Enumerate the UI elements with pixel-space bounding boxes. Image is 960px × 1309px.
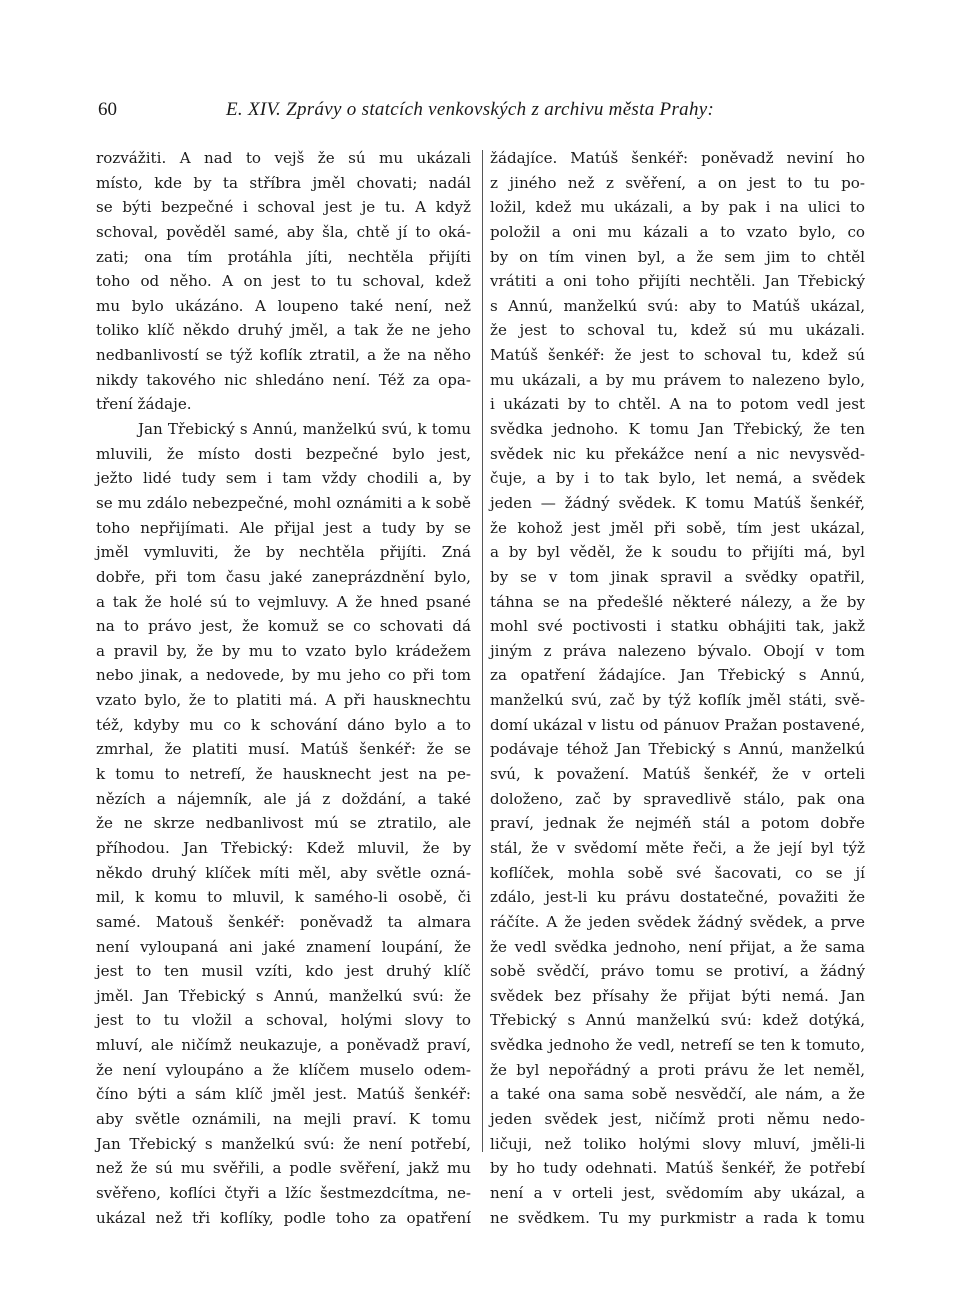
text-line: Jan Třebický s Annú, manželkú svú, k tomu — [138, 420, 471, 439]
text-line: Jan Třebický s manželkú svú: že není potřebí, — [96, 1134, 471, 1153]
text-line: ne svědkem. Tu my purkmistr a rada k tomu — [490, 1208, 865, 1227]
text-line: vrátiti a oni toho přijíti nechtěli. Jan Třebický — [490, 272, 865, 291]
text-line: praví, jednak že nejméň stál a potom dobře — [490, 814, 865, 833]
text-line: též, kdyby mu co k schování dáno bylo a to — [96, 715, 471, 734]
text-line: nebo jinak, a nedovede, by mu jeho co při tom — [96, 666, 471, 685]
text-line: aby světle oznámili, na mejli praví. K tomu — [96, 1109, 471, 1128]
text-line: svědka jednoho že vedl, netrefí se ten k tomuto, — [490, 1036, 865, 1055]
text-line: zmrhal, že platiti musí. Matúš šenkéř: že se — [96, 740, 471, 759]
text-line: sobě svědčí, právo tomu se protiví, a žádný — [490, 962, 865, 981]
text-line: svú, k považení. Matúš šenkéř, že v orteli — [490, 765, 865, 784]
text-line: není a v orteli jest, svědomím aby ukázal, a — [490, 1183, 865, 1202]
text-line: nedbanlivostí se týž koflík ztratil, a že na něho — [96, 346, 471, 365]
text-line: a by byl věděl, že k soudu to přijíti má, byl — [490, 543, 865, 562]
text-line: číno býti a sám klíč jměl jest. Matúš šenkéř: — [96, 1085, 471, 1104]
text-line: zdálo, jest-li ku právu dostatečné, považiti že — [490, 888, 865, 907]
text-line: manželkú svú, zač by týž koflík jměl státi, svě- — [490, 691, 865, 710]
text-line: dobře, při tom času jaké zaneprázdnění bylo, — [96, 567, 471, 586]
text-line: schoval, pověděl samé, aby šla, chtě jí to oká- — [96, 222, 471, 241]
text-line: nězích a nájemník, ale já z doždání, a také — [96, 789, 471, 808]
text-line: nikdy takového nic shledáno není. Též za opa- — [96, 370, 471, 389]
text-line: ličuji, než toliko holými slovy mluví, jměli-li — [490, 1134, 865, 1153]
text-line: mohl své poctivosti i statku obhájiti tak, jakž — [490, 617, 865, 636]
text-line: mluví, ale ničímž neukazuje, a poněvadž praví, — [96, 1036, 471, 1055]
text-line: s Annú, manželkú svú: aby to Matúš ukázal, — [490, 296, 865, 315]
text-line: domí ukázal v listu od pánuov Pražan postavené, — [490, 715, 865, 734]
text-line: za opatření žádajíce. Jan Třebický s Annú, — [490, 666, 865, 685]
left-text-column — [96, 146, 471, 1230]
text-line: a pravil by, že by mu to vzato bylo krádežem — [96, 641, 471, 660]
right-text-column — [490, 146, 865, 1230]
text-line: že byl nepořádný a proti právu že let neměl, — [490, 1060, 865, 1079]
text-line: jest to tu vložil a schoval, holými slovy to — [96, 1011, 471, 1030]
running-title: E. XIV. Zprávy o statcích venkovských z archivu města Prahy: — [226, 99, 715, 120]
text-line: a také ona sama sobě nesvědčí, ale nám, a že — [490, 1085, 865, 1104]
text-line: se býti bezpečné i schoval jest je tu. A když — [96, 198, 471, 217]
text-line: jměl vymluviti, že by nechtěla přijíti. Zná — [96, 543, 471, 562]
text-line: by ho tudy odehnati. Matúš šenkéř, že potřebí — [490, 1159, 865, 1178]
text-line: se mu zdálo nebezpečné, mohl oznámiti a k sobě — [96, 493, 471, 512]
page-number: 60 — [98, 99, 117, 120]
text-line: někdo druhý klíček míti měl, aby světle ozná- — [96, 863, 471, 882]
text-line: že vedl svědka jednoho, není přijat, a že sama — [490, 937, 865, 956]
text-line: zati; ona tím protáhla jíti, nechtěla přijíti — [96, 247, 471, 266]
text-line: mu ukázali, a by mu právem to nalezeno bylo, — [490, 370, 865, 389]
text-line: místo, kde by ta stříbra jměl chovati; nadál — [96, 173, 471, 192]
text-line: a tak že holé sú to vejmluvy. A že hned psané — [96, 592, 471, 611]
text-line: by on tím vinen byl, a že sem jim to chtěl — [490, 247, 865, 266]
text-line: jeden svědek jest, ničímž proti němu nedo- — [490, 1109, 865, 1128]
text-line: k tomu to netrefí, že hausknecht jest na pe- — [96, 765, 471, 784]
text-line: stál, že v svědomí měte řeči, a že její byl týž — [490, 838, 865, 857]
text-line: z jiného než z svěření, a on jest to tu po- — [490, 173, 865, 192]
text-line: jest to ten musil vzíti, kdo jest druhý klíč — [96, 962, 471, 981]
text-line: ložil, kdež mu ukázali, a by pak i na ulici to — [490, 198, 865, 217]
text-line: i ukázati by to chtěl. A na to potom vedl jest — [490, 395, 865, 414]
page-header — [98, 99, 868, 127]
text-line: svědek bez přísahy že přijat býti nemá. Jan — [490, 986, 865, 1005]
text-line: žádajíce. Matúš šenkéř: poněvadž neviní ho — [490, 149, 865, 167]
text-line: tření žádaje. — [96, 395, 192, 414]
text-line: položil a oni mu kázali a to vzato bylo, co — [490, 222, 865, 241]
text-line: není vyloupaná ani jaké znamení loupání, že — [96, 937, 471, 956]
text-line: jeden — žádný svědek. K tomu Matúš šenkéř, — [490, 493, 865, 512]
text-line: jměl. Jan Třebický s Annú, manželkú svú: že — [96, 986, 471, 1005]
text-line: podávaje téhož Jan Třebický s Annú, manželkú — [490, 740, 865, 759]
text-line: že není vyloupáno a že klíčem muselo odem- — [96, 1060, 471, 1079]
text-line: by se v tom jinak spravil a svědky opatřil, — [490, 567, 865, 586]
text-line: jiným z práva nalezeno bývalo. Obojí v tom — [490, 641, 865, 660]
text-line: koflíček, mohla sobě své šacovati, co se jí — [490, 863, 865, 882]
text-line: příhodou. Jan Třebický: Kdež mluvil, že by — [96, 838, 471, 857]
column-divider — [482, 150, 483, 1152]
text-line: že ne skrze nedbanlivost mú se ztratilo, ale — [96, 814, 471, 833]
text-line: rozvážiti. A nad to vejš že sú mu ukázali — [96, 149, 471, 167]
text-line: toho nepřijímati. Ale přijal jest a tudy by se — [96, 518, 471, 537]
text-line: svědka jednoho. K tomu Jan Třebický, že ten — [490, 420, 865, 439]
text-line: že kohož jest jměl při sobě, tím jest ukázal, — [490, 518, 865, 537]
text-line: na to právo jest, že komuž se co schovati dá — [96, 617, 471, 636]
text-line: že jest to schoval tu, kdež sú mu ukázali. — [490, 321, 865, 340]
text-line: mluvili, že místo dosti bezpečné bylo jest, — [96, 444, 471, 463]
text-line: toho od něho. A on jest to tu schoval, kdež — [96, 272, 471, 291]
text-line: čuje, a by i to tak bylo, let nemá, a svědek — [490, 469, 865, 488]
text-line: mil, k komu to mluvil, k samého-li osobě, či — [96, 888, 471, 907]
text-line: Třebický s Annú manželkú svú: kdež dotýká, — [490, 1011, 865, 1030]
text-line: samé. Matouš šenkéř: poněvadž ta almara — [96, 912, 471, 931]
text-line: toliko klíč někdo druhý jměl, a tak že ne jeho — [96, 321, 471, 340]
text-line: ukázal než tři koflíky, podle toho za opatření — [96, 1208, 471, 1227]
text-line: doloženo, zač by spravedlivě stálo, pak ona — [490, 789, 865, 808]
text-line: Matúš šenkéř: že jest to schoval tu, kdež sú — [490, 346, 865, 365]
text-line: svěřeno, koflíci čtyři a lžíc šestmezdcítma, ne- — [96, 1183, 471, 1202]
text-line: vzato bylo, že to platiti má. A při hausknechtu — [96, 691, 471, 710]
text-line: mu bylo ukázáno. A loupeno také není, než — [96, 296, 471, 315]
text-line: ježto lidé tudy sem i tam vždy chodili a, by — [96, 469, 471, 488]
text-line: ráčíte. A že jeden svědek žádný svědek, a prve — [490, 912, 865, 931]
text-line: táhna se na předešlé některé nálezy, a že by — [490, 592, 865, 611]
text-line: svědek nic ku překážce není a nic nevysvěd- — [490, 444, 865, 463]
text-line: než že sú mu svěřili, a podle svěření, jakž mu — [96, 1159, 471, 1178]
